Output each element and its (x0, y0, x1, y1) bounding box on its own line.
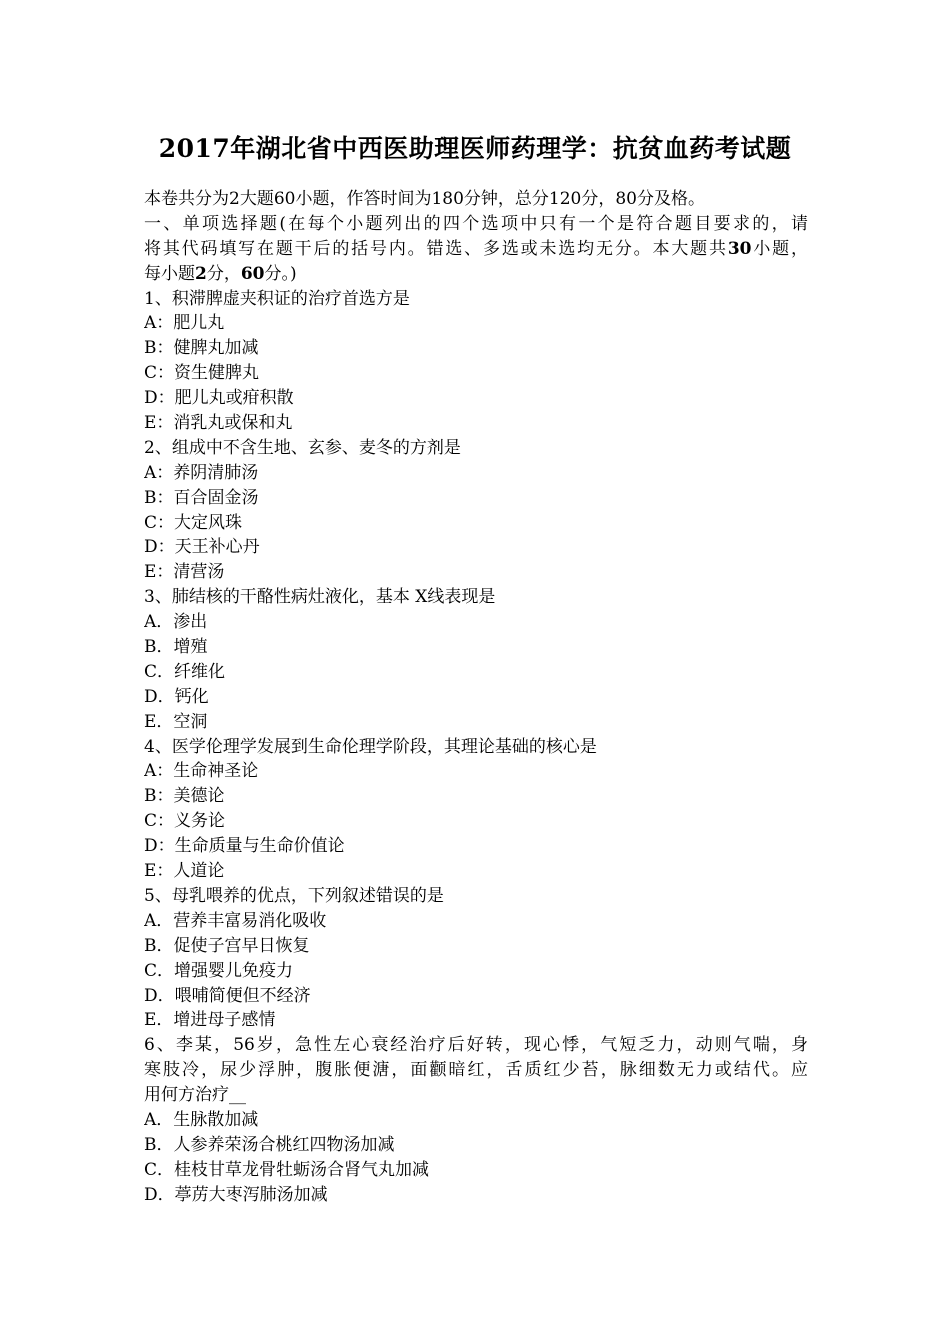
answer-option: A．渗出 (144, 612, 208, 633)
answer-option: C：资生健脾丸 (144, 363, 260, 384)
question-stem: 2、组成中不含生地、玄参、麦冬的方剂是 (144, 437, 461, 458)
question-2 (144, 436, 808, 585)
question-6 (144, 1033, 808, 1207)
document-body (144, 187, 808, 1208)
answer-option: A．营养丰富易消化吸收 (144, 910, 327, 931)
answer-option: E：人道论 (144, 861, 225, 882)
answer-option: B：百合固金汤 (144, 487, 259, 508)
answer-option: C．增强婴儿免疫力 (144, 960, 294, 981)
question-1 (144, 287, 808, 436)
answer-option: B：美德论 (144, 786, 225, 807)
section-instructions-line-3 (144, 262, 808, 287)
answer-option: A：肥儿丸 (144, 313, 225, 334)
answer-option: E．增进母子感情 (144, 1010, 276, 1031)
question-count: 30 (727, 238, 752, 259)
question-stem: 用何方治疗__ (144, 1085, 246, 1106)
answer-option: E：消乳丸或保和丸 (144, 413, 293, 434)
answer-option: E：清营汤 (144, 562, 225, 583)
answer-option: A．生脉散加减 (144, 1109, 259, 1130)
question-4 (144, 735, 808, 884)
answer-option: A：生命神圣论 (144, 761, 259, 782)
answer-option: D：生命质量与生命价值论 (144, 836, 345, 857)
question-stem: 6、李某，56岁，急性左心衰经治疗后好转，现心悸，气短乏力，动则气喘，身 (144, 1035, 808, 1056)
answer-option: C：大定风珠 (144, 512, 243, 533)
instructions-text: 分。) (264, 263, 297, 284)
question-stem: 1、积滞脾虚夹积证的治疗首选方是 (144, 288, 410, 309)
instructions-text: 每小题 (144, 263, 195, 284)
answer-option: D：天王补心丹 (144, 537, 260, 558)
section-instructions-line-1: 一、单项选择题(在每个小题列出的四个选项中只有一个是符合题目要求的，请 (144, 213, 808, 234)
answer-option: C．纤维化 (144, 661, 226, 682)
answer-option: C．桂枝甘草龙骨牡蛎汤合肾气丸加减 (144, 1159, 430, 1180)
section-instructions-line-2 (144, 237, 808, 262)
answer-option: E．空洞 (144, 711, 208, 732)
answer-option: B．人参养荣汤合桃红四物汤加减 (144, 1134, 395, 1155)
answer-option: B．增殖 (144, 637, 208, 658)
answer-option: B．促使子宫早日恢复 (144, 935, 310, 956)
question-3 (144, 585, 808, 734)
instructions-text: 将其代码填写在题干后的括号内。错选、多选或未选均无分。本大题共 (144, 238, 728, 259)
points-per-question: 2 (195, 263, 207, 284)
answer-option: D：肥儿丸或疳积散 (144, 388, 294, 409)
answer-option: C：义务论 (144, 811, 226, 832)
question-5 (144, 884, 808, 1033)
answer-option: D．钙化 (144, 686, 209, 707)
section-total-points: 60 (240, 263, 265, 284)
exam-intro: 本卷共分为2大题60小题，作答时间为180分钟，总分120分，80分及格。 (144, 189, 705, 209)
answer-option: D．喂哺简便但不经济 (144, 985, 311, 1006)
question-stem: 5、母乳喂养的优点，下列叙述错误的是 (144, 885, 444, 906)
answer-option: A：养阴清肺汤 (144, 462, 259, 483)
question-stem: 4、医学伦理学发展到生命伦理学阶段，其理论基础的核心是 (144, 736, 597, 757)
question-stem: 3、肺结核的干酪性病灶液化，基本 X线表现是 (144, 587, 496, 608)
answer-option: B：健脾丸加减 (144, 338, 259, 359)
answer-option: D．葶苈大枣泻肺汤加减 (144, 1184, 328, 1205)
instructions-text: 小题， (751, 238, 808, 259)
question-list (144, 287, 808, 1208)
document-title: 2017年湖北省中西医助理医师药理学：抗贫血药考试题 (158, 134, 792, 163)
instructions-text: 分， (206, 263, 241, 284)
question-stem: 寒肢冷，尿少浮肿，腹胀便溏，面颧暗红，舌质红少苔，脉细数无力或结代。应 (144, 1060, 808, 1081)
